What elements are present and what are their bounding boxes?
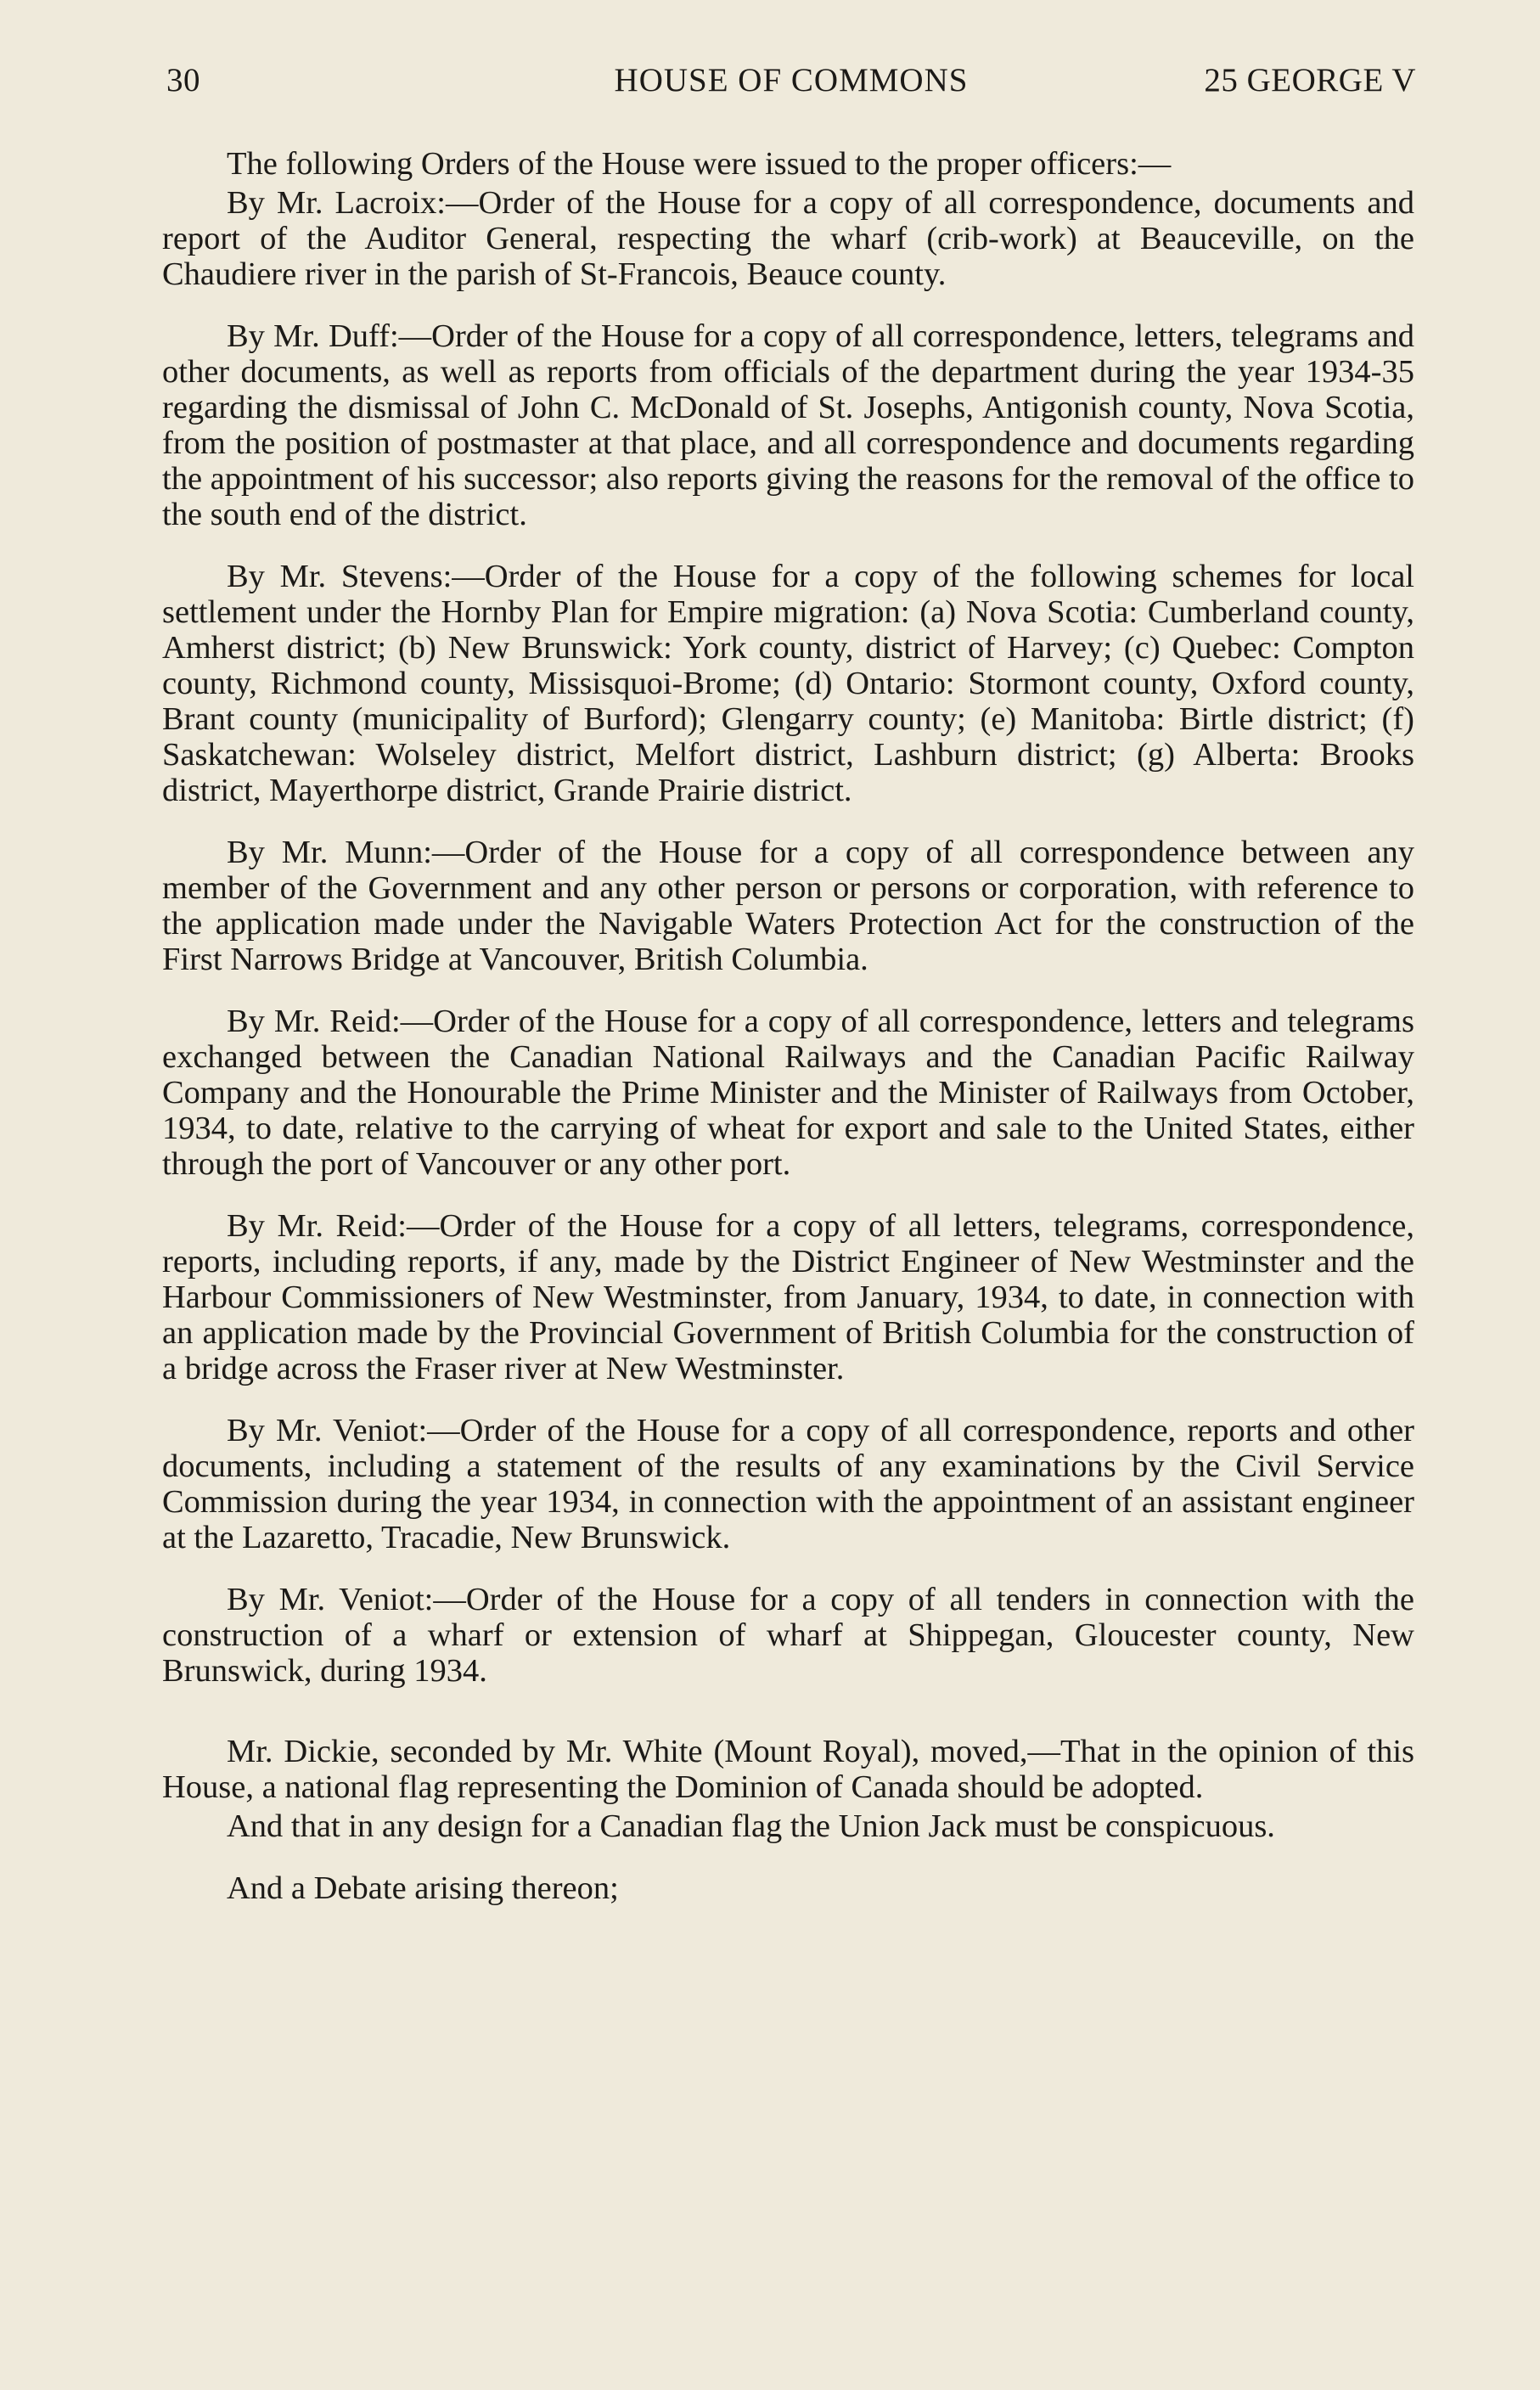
order-stevens-paragraph: By Mr. Stevens:—Order of the House for a copy of the following schemes for local settlement under the Hornby Plan for Empire migration: (a) Nova Scotia: Cumberland county, Amherst district; (b) New Brunswick: York county, district of Harvey; (c) Quebec: Compton county, Richmond county, Missisquoi-Brome; (d) Ontario: Stormont county, Oxford county, Brant county (municipality of Burford); Glengarry county; (e) Manitoba: Birtle district; (f) Saskatchewan: Wolseley district, Melfort district, Lashburn district; (g) Alberta: Brooks district, Mayerthorpe district, Grande Prairie district. [162,559,1414,808]
order-reid-paragraph-2: By Mr. Reid:—Order of the House for a copy of all letters, telegrams, correspondence, reports, including reports, if any, made by the District Engineer of New Westminster and the Harbour Commissioners of New Westminster, from January, 1934, to date, in connection with an application made by the Provincial Government of British Columbia for the construction of a bridge across the Fraser river at New Westminster. [162,1208,1414,1386]
debate-arising-paragraph: And a Debate arising thereon; [227,1870,619,1906]
order-veniot-paragraph-2: By Mr. Veniot:—Order of the House for a copy of all tenders in connection with the construction of a wharf or extension of wharf at Shippegan, Gloucester county, New Brunswick, during 1934. [162,1582,1414,1689]
order-duff-paragraph: By Mr. Duff:—Order of the House for a copy of all correspondence, letters, telegrams and other documents, as well as reports from officials of the department during the year 1934-35 regarding the dismissal of John C. McDonald of St. Josephs, Antigonish county, Nova Scotia, from the position of postmaster at that place, and all correspondence and documents regarding the appointment of his successor; also reports giving the reasons for the removal of the office to the south end of the district. [162,318,1414,532]
running-header [166,61,1416,107]
order-veniot-paragraph-1: By Mr. Veniot:—Order of the House for a copy of all correspondence, reports and other documents, including a statement of the results of any examinations by the Civil Service Commission during the year 1934, in connection with the appointment of an assistant engineer at the Lazaretto, Tracadie, New Brunswick. [162,1413,1414,1555]
order-munn-paragraph: By Mr. Munn:—Order of the House for a copy of all correspondence between any member of the Government and any other person or persons or corporation, with reference to the application made under the Navigable Waters Protection Act for the construction of the First Narrows Bridge at Vancouver, British Columbia. [162,835,1414,977]
orders-intro-paragraph: The following Orders of the House were issued to the proper officers:— [227,146,1172,182]
order-reid-paragraph-1: By Mr. Reid:—Order of the House for a copy of all correspondence, letters and telegrams exchanged between the Canadian National Railways and the Canadian Pacific Railway Company and the Honourable the Prime Minister and the Minister of Railways from October, 1934, to date, relative to the carrying of wheat for export and sale to the United States, either through the port of Vancouver or any other port. [162,1004,1414,1182]
body-text [162,146,1414,1906]
regnal-year: 25 GEORGE V [1204,62,1416,98]
order-lacroix-paragraph: By Mr. Lacroix:—Order of the House for a copy of all correspondence, documents and report of the Auditor General, respecting the wharf (crib-work) at Beauceville, on the Chaudiere river in the parish of St-Francois, Beauce county. [162,185,1414,292]
motion-union-jack-paragraph: And that in any design for a Canadian flag the Union Jack must be conspicuous. [227,1808,1275,1844]
motion-dickie-paragraph: Mr. Dickie, seconded by Mr. White (Mount Royal), moved,—That in the opinion of this House, a national flag representing the Dominion of Canada should be adopted. [162,1734,1414,1805]
header-title: HOUSE OF COMMONS [614,62,969,98]
page-number: 30 [166,62,200,98]
